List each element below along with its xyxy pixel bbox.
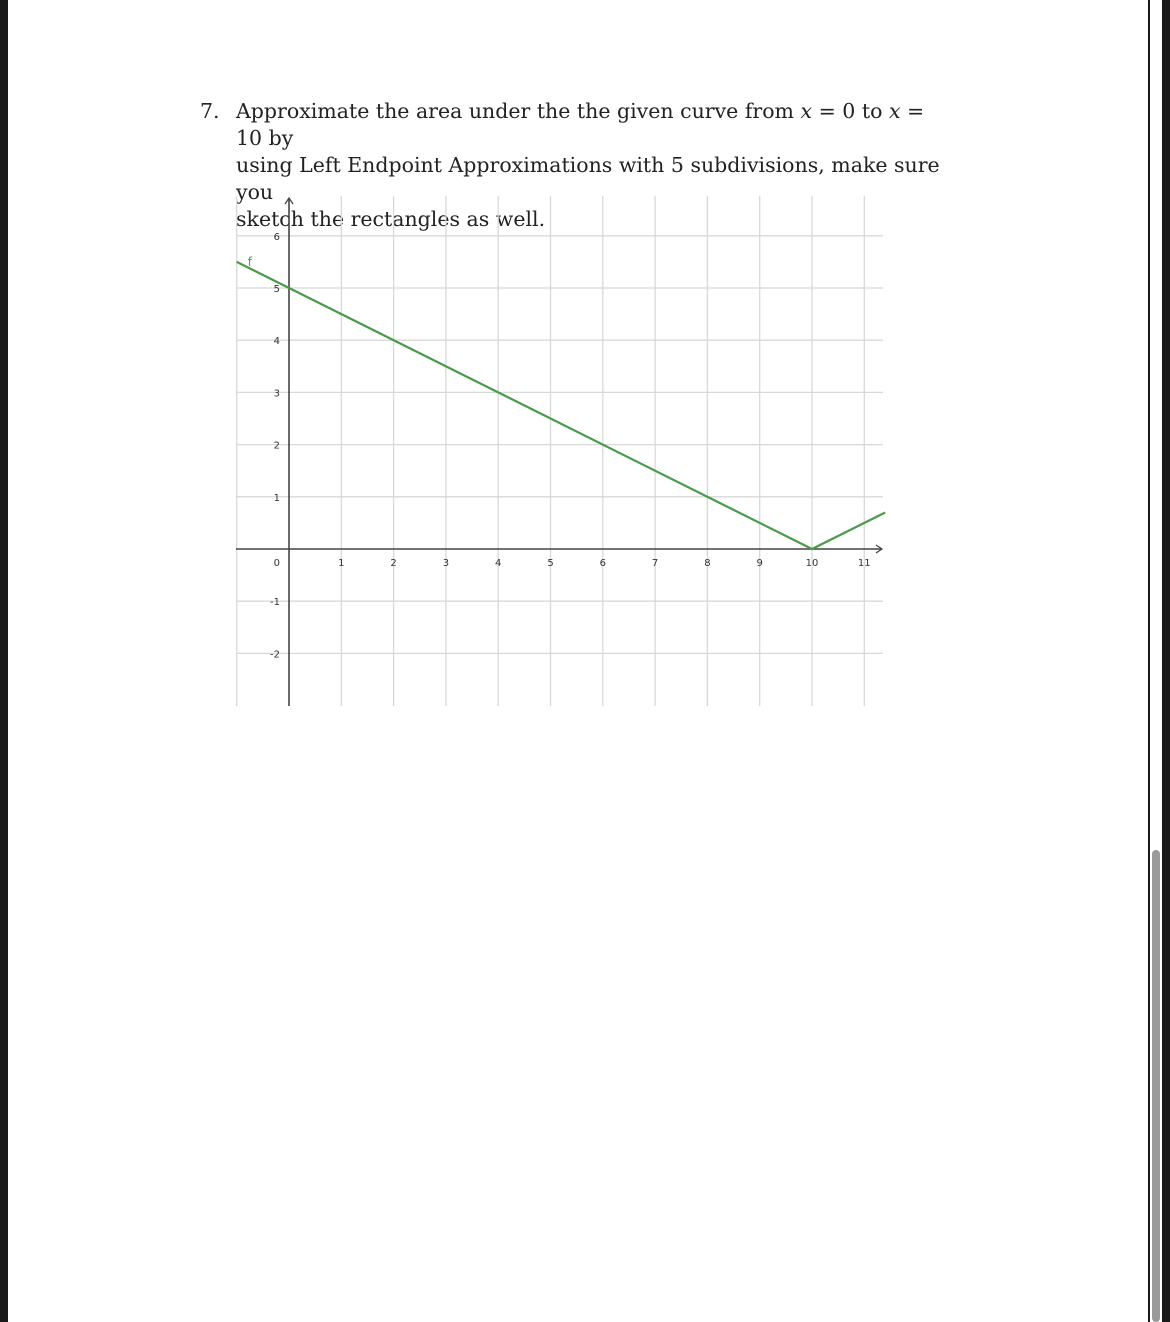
x-tick-label: 5 — [547, 558, 554, 569]
tick-labels — [270, 232, 871, 661]
y-tick-label: -1 — [270, 597, 280, 609]
axes — [236, 198, 882, 706]
question-line-2: using Left Endpoint Approximations with 5 subdivisions, make sure you — [236, 153, 940, 204]
x-tick-label: 2 — [390, 558, 397, 569]
x-tick-label: 4 — [495, 558, 502, 569]
grid-lines — [236, 196, 883, 706]
y-tick-label: 4 — [273, 336, 280, 348]
math-eq-0: = 0 to — [812, 99, 889, 123]
x-tick-label: 8 — [704, 558, 711, 569]
question-line-1-text: Approximate the area under the the given curve from — [236, 99, 801, 123]
x-tick-label: 10 — [805, 558, 819, 569]
x-tick-label: 11 — [857, 558, 871, 569]
x-tick-label: 6 — [599, 558, 606, 569]
x-tick-label: 7 — [651, 558, 659, 569]
function-curve — [237, 262, 886, 549]
math-var-x: x — [888, 99, 901, 123]
question-number: 7. — [200, 99, 220, 123]
function-label: f — [247, 254, 252, 269]
y-tick-label: -2 — [270, 649, 280, 661]
y-tick-label: 5 — [273, 284, 280, 295]
y-tick-label: 6 — [273, 231, 280, 243]
x-tick-label: 9 — [756, 558, 763, 569]
question-line-3: sketch the rectangles as well. — [236, 207, 546, 231]
y-tick-label: 2 — [273, 440, 280, 452]
y-tick-label: 0 — [273, 558, 280, 569]
y-tick-label: 1 — [273, 492, 280, 504]
y-tick-label: 3 — [273, 388, 280, 400]
math-var-x: x — [800, 99, 813, 123]
math-eq-10: = 10 by — [236, 99, 925, 150]
x-tick-label: 1 — [338, 558, 345, 569]
x-tick-label: 3 — [442, 558, 450, 569]
